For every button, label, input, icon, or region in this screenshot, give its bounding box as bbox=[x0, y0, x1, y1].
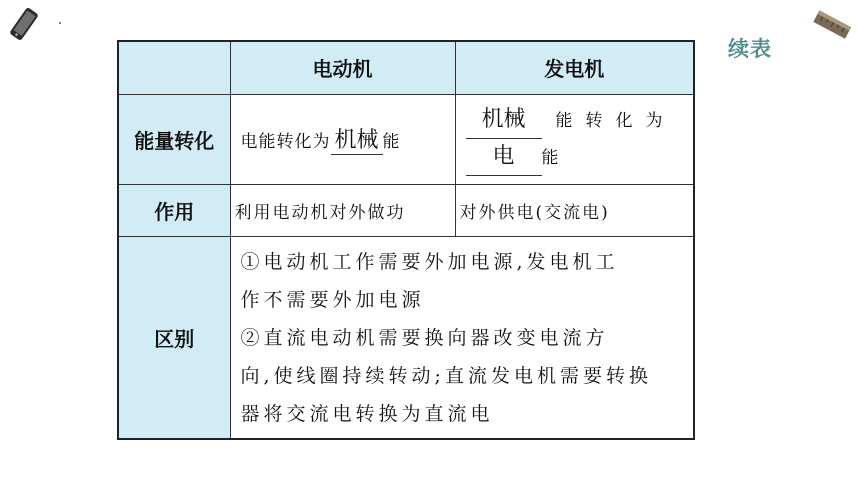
difference-cell bbox=[230, 236, 694, 439]
difference-line: 向,使线圈持续转动;直流发电机需要转换 bbox=[240, 364, 652, 387]
motor-energy-answer: 机械 bbox=[331, 123, 383, 155]
generator-use-cell: 对外供电(交流电) bbox=[455, 184, 694, 236]
difference-line: ①电动机工作需要外加电源,发电机工 bbox=[240, 250, 619, 273]
continue-table-label: 续表 bbox=[728, 37, 772, 61]
difference-line: ②直流电动机需要换向器改变电流方 bbox=[240, 326, 609, 349]
motor-energy-cell bbox=[230, 94, 455, 184]
generator-energy-suffix: 能 bbox=[541, 148, 560, 168]
row-label-energy: 能量转化 bbox=[118, 94, 230, 184]
table-row-energy bbox=[118, 94, 694, 184]
ruler-icon bbox=[812, 8, 852, 42]
motor-energy-suffix: 能 bbox=[382, 132, 401, 152]
header-generator: 发电机 bbox=[455, 41, 694, 94]
table-row-use bbox=[118, 184, 694, 236]
header-corner-cell bbox=[118, 41, 230, 94]
generator-energy-middle: 能转化为 bbox=[555, 111, 676, 131]
row-label-difference: 区别 bbox=[118, 236, 230, 439]
generator-energy-answer2: 电 bbox=[466, 139, 542, 176]
generator-energy-cell bbox=[455, 94, 694, 184]
generator-energy-answer1: 机械 bbox=[466, 102, 542, 139]
phone-icon bbox=[6, 6, 42, 42]
decor-dot bbox=[59, 22, 61, 24]
difference-line: 作不需要外加电源 bbox=[240, 288, 425, 311]
difference-line: 器将交流电转换为直流电 bbox=[240, 402, 494, 425]
table-row-difference bbox=[118, 236, 694, 439]
table-header-row bbox=[118, 41, 694, 94]
motor-energy-prefix: 电能转化为 bbox=[240, 132, 331, 152]
header-motor: 电动机 bbox=[230, 41, 455, 94]
row-label-use: 作用 bbox=[118, 184, 230, 236]
comparison-table bbox=[117, 40, 695, 440]
motor-use-cell: 利用电动机对外做功 bbox=[230, 184, 455, 236]
